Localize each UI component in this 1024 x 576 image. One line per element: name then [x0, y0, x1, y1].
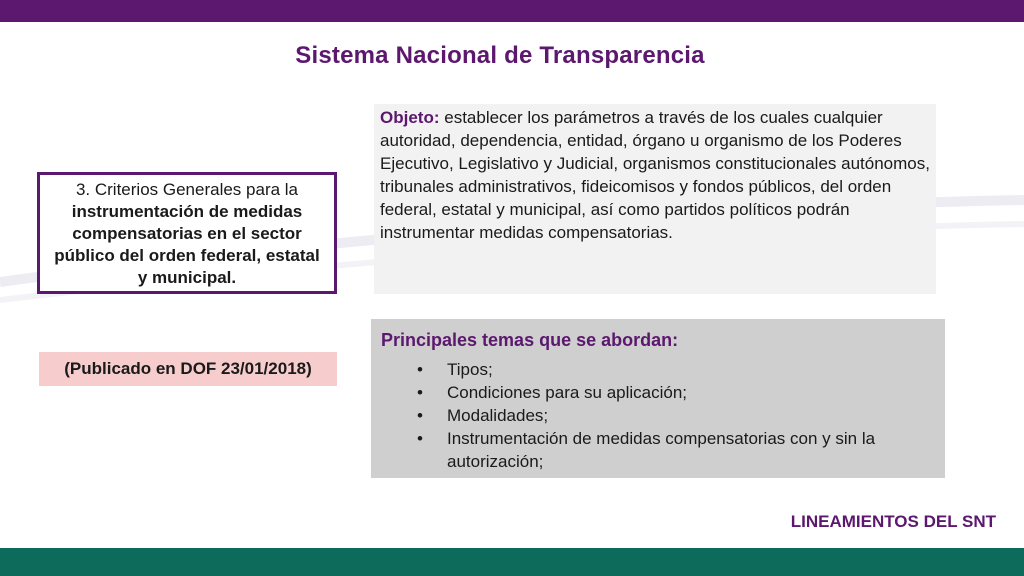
top-accent-bar	[0, 0, 1024, 22]
list-item	[417, 381, 935, 404]
criteria-prefix: 3. Criterios Generales para la	[75, 180, 299, 199]
criteria-box	[37, 172, 337, 294]
bullet-icon: •	[417, 406, 423, 425]
temas-box	[371, 319, 945, 478]
list-item	[417, 404, 935, 427]
objeto-label: Objeto:	[380, 108, 440, 127]
list-item-text: Condiciones para su aplicación;	[447, 383, 688, 402]
bullet-icon: •	[417, 360, 423, 379]
list-item	[417, 358, 935, 381]
page-title: Sistema Nacional de Transparencia	[295, 42, 705, 69]
footer-label: LINEAMIENTOS DEL SNT	[790, 512, 996, 531]
criteria-bold-text: instrumentación de medidas compensatorias en el sector público del orden federal, estatal y municipal.	[54, 202, 320, 287]
published-badge: (Publicado en DOF 23/01/2018)	[39, 352, 337, 386]
bullet-icon: •	[417, 429, 423, 448]
bottom-accent-bar	[0, 548, 1024, 576]
bullet-icon: •	[417, 383, 423, 402]
objeto-text: establecer los parámetros a través de los cuales cualquier autoridad, dependencia, entidad, órgano u organismo de los Poderes Ejecutivo, Legislativo y Judicial, organismos constitucionales autónomos, tribunales administrativos, fideicomisos y fondos públicos, del orden federal, estatal y municipal, así como partidos políticos podrán instrumentar medidas compensatorias.	[380, 108, 930, 242]
list-item-text: Instrumentación de medidas compensatorias con y sin la autorización;	[447, 429, 876, 471]
list-item-text: Modalidades;	[447, 406, 549, 425]
list-item	[417, 427, 935, 473]
temas-heading: Principales temas que se abordan:	[381, 330, 679, 350]
objeto-box	[374, 104, 936, 294]
temas-list	[381, 358, 935, 473]
list-item-text: Tipos;	[447, 360, 493, 379]
